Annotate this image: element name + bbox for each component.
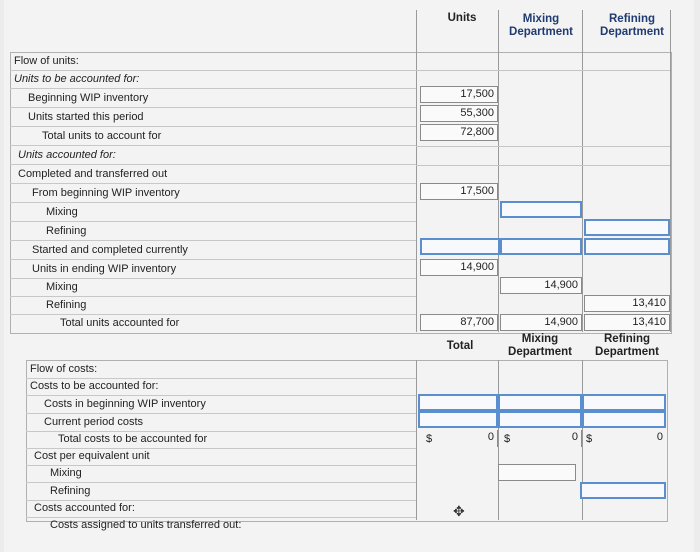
row-mixing-2 [10, 278, 416, 297]
ending-wip-units[interactable]: 14,900 [420, 259, 498, 276]
row-label: Units started this period [28, 111, 144, 123]
row-label: Units to be accounted for: [14, 73, 140, 85]
cost-divider-1 [416, 360, 417, 520]
row-from-beginning-wip [10, 184, 416, 203]
header-units: Units [447, 12, 477, 24]
row-label: Costs to be accounted for: [30, 380, 159, 392]
beginning-wip-cost-refining-input[interactable] [582, 394, 666, 411]
row-label: Mixing [46, 206, 78, 218]
total-units-accounted[interactable]: 87,700 [420, 314, 498, 331]
row-label: Refining [46, 225, 87, 237]
row-total-units-accounted [10, 314, 416, 332]
total-costs-mixing[interactable]: 0 [514, 430, 582, 447]
row-started-completed [10, 241, 416, 260]
row-label: Mixing [50, 467, 82, 479]
row-label: Units in ending WIP inventory [32, 263, 177, 275]
dollar-sign-total: $ [426, 433, 433, 445]
total-mixing-accounted[interactable]: 14,900 [500, 314, 582, 331]
row-refining-1 [10, 222, 416, 241]
row-label: Costs in beginning WIP inventory [44, 398, 206, 410]
total-costs-refining[interactable]: 0 [656, 431, 663, 443]
ending-wip-mixing[interactable]: 14,900 [500, 277, 582, 294]
beginning-wip-cost-mixing-input[interactable] [498, 394, 582, 411]
row-label: Total units to account for [42, 130, 162, 142]
started-completed-mixing-input[interactable] [500, 238, 582, 255]
row-costs-to-be-accounted [26, 377, 416, 396]
grid-line [416, 70, 670, 71]
header-refining-department: Refining Department [600, 13, 664, 38]
divider-refining-right [670, 10, 671, 332]
header-total: Total [446, 340, 474, 352]
row-cost-mixing [26, 464, 416, 483]
beginning-wip-cost-total-input[interactable] [418, 394, 498, 411]
row-label: Refining [50, 485, 91, 497]
units-started-units[interactable]: 55,300 [420, 105, 498, 122]
row-label: Refining [46, 299, 87, 311]
mixing-from-beginning-input[interactable] [500, 201, 582, 218]
divider-units-left [416, 10, 417, 332]
total-refining-accounted[interactable]: 13,410 [584, 314, 670, 331]
header-cost-mixing: Mixing Department [508, 333, 572, 358]
row-units-ending-wip [10, 260, 416, 279]
row-completed-transferred [10, 165, 416, 184]
row-label: Started and completed currently [32, 244, 188, 256]
row-label: Total costs to be accounted for [58, 433, 208, 445]
move-cursor-icon: ✥ [453, 503, 465, 519]
header-mixing-department: Mixing Department [509, 13, 573, 38]
current-cost-mixing-input[interactable] [498, 411, 582, 428]
row-units-to-be-accounted [10, 70, 416, 89]
header-cost-refining: Refining Department [595, 333, 659, 358]
row-costs-beginning-wip [26, 395, 416, 414]
row-label: Completed and transferred out [18, 168, 168, 180]
row-label: Current period costs [44, 416, 144, 428]
row-label: Units accounted for: [18, 149, 116, 161]
grid-line [416, 165, 670, 166]
row-label: From beginning WIP inventory [32, 187, 180, 199]
row-beginning-wip [10, 89, 416, 108]
row-label: Mixing [46, 281, 78, 293]
started-completed-units-input[interactable] [420, 238, 500, 255]
row-refining-2 [10, 296, 416, 315]
refining-from-beginning-input[interactable] [584, 219, 670, 236]
row-costs-assigned-transferred [26, 516, 416, 534]
row-label: Flow of costs: [30, 363, 98, 375]
from-beginning-wip-units[interactable]: 17,500 [420, 183, 498, 200]
row-label: Total units accounted for [60, 317, 180, 329]
row-flow-of-units [10, 52, 416, 71]
dollar-sign-mixing: $ [504, 433, 511, 445]
row-total-units-to-account [10, 127, 416, 146]
cost-per-unit-refining-input[interactable] [580, 482, 666, 499]
cost-per-unit-mixing-input[interactable] [498, 464, 576, 481]
started-completed-refining-input[interactable] [584, 238, 670, 255]
divider-units-right [498, 10, 499, 332]
grid-line [416, 146, 670, 147]
row-label: Flow of units: [14, 55, 79, 67]
row-units-started [10, 108, 416, 127]
total-units-to-account[interactable]: 72,800 [420, 124, 498, 141]
row-label: Cost per equivalent unit [34, 450, 150, 462]
row-units-accounted-for [10, 146, 416, 165]
current-cost-refining-input[interactable] [582, 411, 666, 428]
row-label: Costs accounted for: [34, 502, 135, 514]
row-mixing-1 [10, 203, 416, 222]
row-label: Beginning WIP inventory [28, 92, 149, 104]
worksheet-sheet [4, 0, 694, 552]
dollar-sign-refining: $ [586, 433, 593, 445]
current-cost-total-input[interactable] [418, 411, 498, 428]
ending-wip-refining[interactable]: 13,410 [584, 295, 670, 312]
cost-divider-2 [498, 360, 499, 520]
total-costs-total[interactable]: 0 [436, 430, 498, 447]
row-label: Costs assigned to units transferred out: [50, 519, 242, 531]
divider-mixing-right [582, 10, 583, 332]
beginning-wip-units[interactable]: 17,500 [420, 86, 498, 103]
